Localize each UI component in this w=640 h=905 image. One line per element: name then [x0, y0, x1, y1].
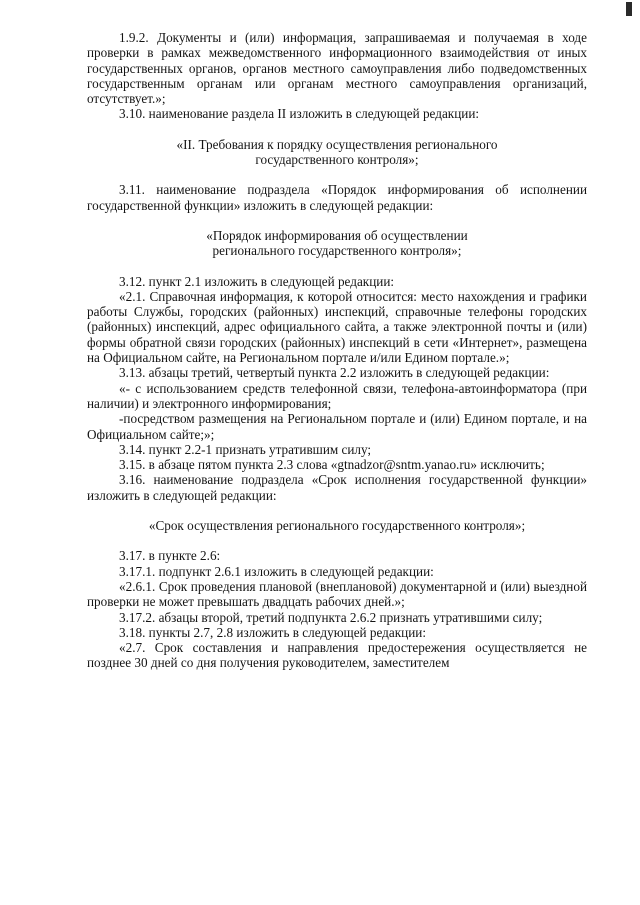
paragraph-3-12: 3.12. пункт 2.1 изложить в следующей редакции: — [119, 273, 395, 289]
paragraph-3-17-2: 3.17.2. абзацы второй, третий подпункта 2.6.2 признать утратившими силу; — [119, 609, 543, 625]
scan-corner-mark — [626, 2, 632, 16]
section-heading-ii: «II. Требования к порядку осуществления регионального государственного контроля»; — [176, 136, 498, 168]
paragraph-1-9-2: 1.9.2. Документы и (или) информация, запрашиваемая и получаемая в ходе проверки в рамках межведомственного информационного взаимодействия от иных государственных органов, органов местного самоуправления либо подведомственных государственным органам или органам местного самоуправления организаций, отсутствует.»; — [87, 30, 587, 107]
paragraph-phone-info: «- с использованием средств телефонной связи, телефона-автоинформатора (при наличии) и электронного информирования; — [87, 380, 587, 411]
paragraph-2-1: «2.1. Справочная информация, к которой относится: место нахождения и графики работы Службы, городских (районных) инспекций, справочные телефоны городских (районных) инспекций, адрес официального сайта, а также электронной почты и (или) формы обратной связи городских (районных) инспекций в сети «Интернет», размещена на Официальном сайте, на Региональном портале и/или Едином портале.»; — [87, 288, 587, 366]
document-page — [87, 30, 587, 671]
paragraph-portal-info: -посредством размещения на Региональном портале и (или) Едином портале, и на Официальном сайте;»; — [87, 411, 587, 442]
paragraph-3-15: 3.15. в абзаце пятом пункта 2.3 слова «gtnadzor@sntm.yanao.ru» исключить; — [119, 457, 545, 473]
paragraph-2-6-1: «2.6.1. Срок проведения плановой (внеплановой) документарной и (или) выездной проверки не может превышать двадцать рабочих дней.»; — [87, 578, 587, 610]
paragraph-3-11: 3.11. наименование подраздела «Порядок информирования об исполнении государственной функции» изложить в следующей редакции: — [87, 182, 587, 213]
paragraph-3-16: 3.16. наименование подраздела «Срок исполнения государственной функции» изложить в следующей редакции: — [87, 472, 587, 503]
subsection-heading-term: «Срок осуществления регионального государственного контроля»; — [148, 518, 526, 534]
paragraph-3-14: 3.14. пункт 2.2-1 признать утратившим силу; — [119, 441, 372, 457]
paragraph-3-17: 3.17. в пункте 2.6: — [119, 548, 221, 564]
paragraph-3-17-1: 3.17.1. подпункт 2.6.1 изложить в следующей редакции: — [119, 563, 434, 579]
paragraph-3-13: 3.13. абзацы третий, четвертый пункта 2.2 изложить в следующей редакции: — [119, 365, 550, 381]
paragraph-3-10: 3.10. наименование раздела II изложить в следующей редакции: — [119, 106, 480, 122]
subsection-heading-informing: «Порядок информирования об осуществлении регионального государственного контроля»; — [206, 227, 468, 259]
paragraph-2-7: «2.7. Срок составления и направления предостережения осуществляется не позднее 30 дней со дня получения руководителем, заместителем — [87, 640, 587, 671]
paragraph-3-18: 3.18. пункты 2.7, 2.8 изложить в следующей редакции: — [119, 624, 426, 640]
